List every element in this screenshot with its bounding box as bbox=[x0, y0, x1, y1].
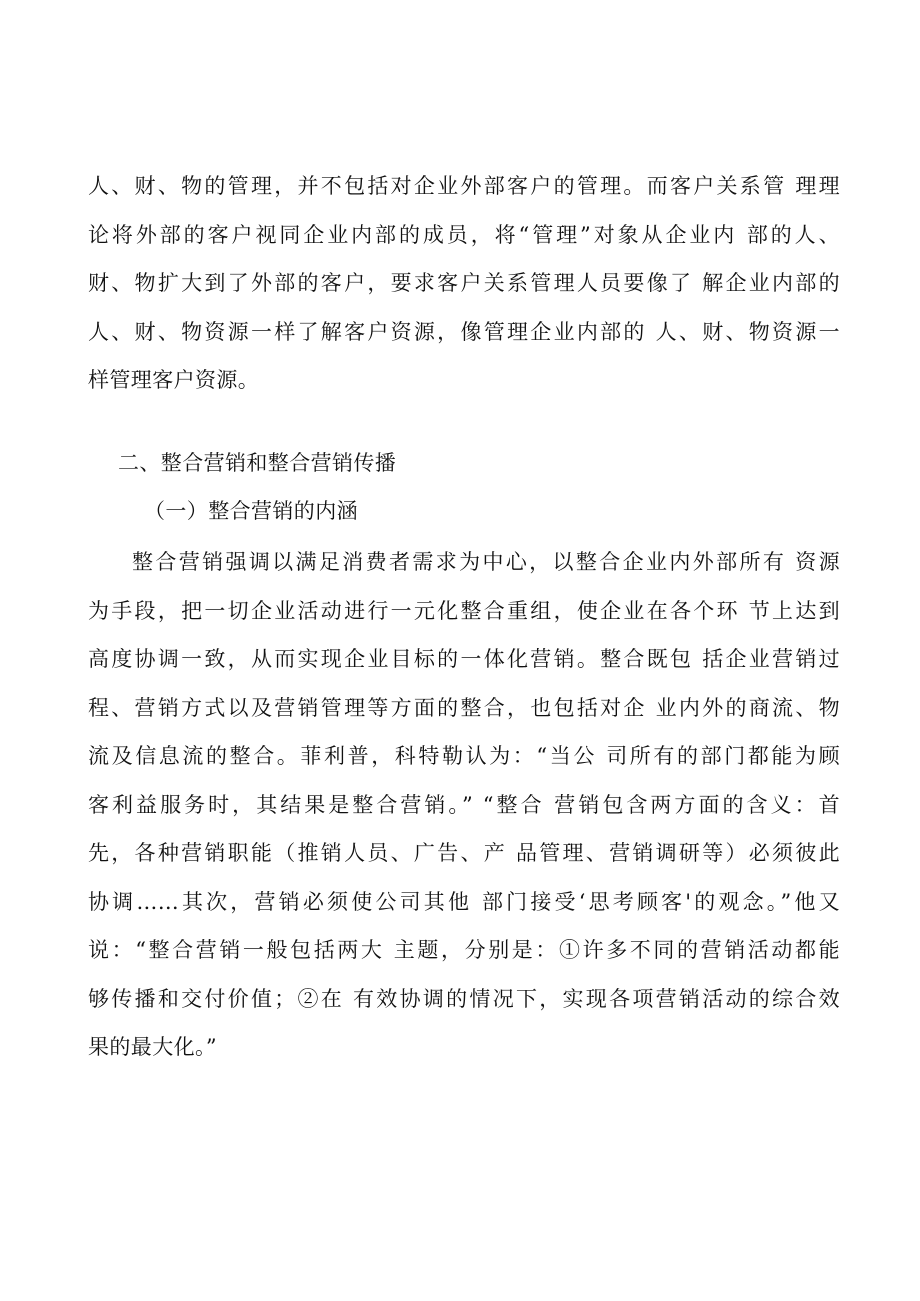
text-line: 人、财、物的管理，并不包括对企业外部客户的管理。而客户关系管 理理 bbox=[88, 174, 840, 198]
text-line: 说：“整合营销一般包括两大 主题，分别是：①许多不同的营销活动都能 bbox=[88, 938, 840, 962]
text-line: 整合营销强调以满足消费者需求为中心，以整合企业内外部所有 资源 bbox=[132, 550, 840, 574]
text-line: 果的最大化。” bbox=[88, 1035, 218, 1059]
text-line: 高度协调一致，从而实现企业目标的一体化营销。整合既包 括企业营销过 bbox=[88, 647, 840, 671]
text-line: 客利益服务时，其结果是整合营销。” “整合 营销包含两方面的含义：首 bbox=[88, 792, 840, 817]
text-line: 财、物扩大到了外部的客户，要求客户关系管理人员要像了 解企业内部的 bbox=[88, 271, 840, 295]
text-line: 先，各种营销职能（推销人员、广告、产 品管理、营销调研等）必须彼此 bbox=[88, 841, 840, 865]
text-line: 够传播和交付价值；②在 有效协调的情况下，实现各项营销活动的综合效 bbox=[88, 986, 840, 1011]
text-line: 论将外部的客户视同企业内部的成员，将“管理”对象从企业内 部的人、 bbox=[88, 222, 840, 247]
text-line: 流及信息流的整合。菲利普，科特勒认为：“当公 司所有的部门都能为顾 bbox=[88, 744, 840, 768]
paragraph-integrated-marketing bbox=[88, 538, 840, 1072]
subsection-heading: （一）整合营销的内涵 bbox=[144, 499, 358, 523]
text-line: 为手段，把一切企业活动进行一元化整合重组，使企业在各个环 节上达到 bbox=[88, 598, 840, 623]
text-line: 人、财、物资源一样了解客户资源，像管理企业内部的 人、财、物资源一 bbox=[88, 319, 840, 344]
text-line: 程、营销方式以及营销管理等方面的整合，也包括对企 业内外的商流、物 bbox=[88, 695, 840, 720]
section-heading: 二、整合营销和整合营销传播 bbox=[118, 451, 397, 475]
text-line: 协调……其次，营销必须使公司其他 部门接受‘思考顾客'的观念。”他又 bbox=[88, 889, 840, 914]
paragraph-crm-comparison bbox=[88, 162, 840, 405]
text-line: 样管理客户资源。 bbox=[88, 368, 260, 392]
